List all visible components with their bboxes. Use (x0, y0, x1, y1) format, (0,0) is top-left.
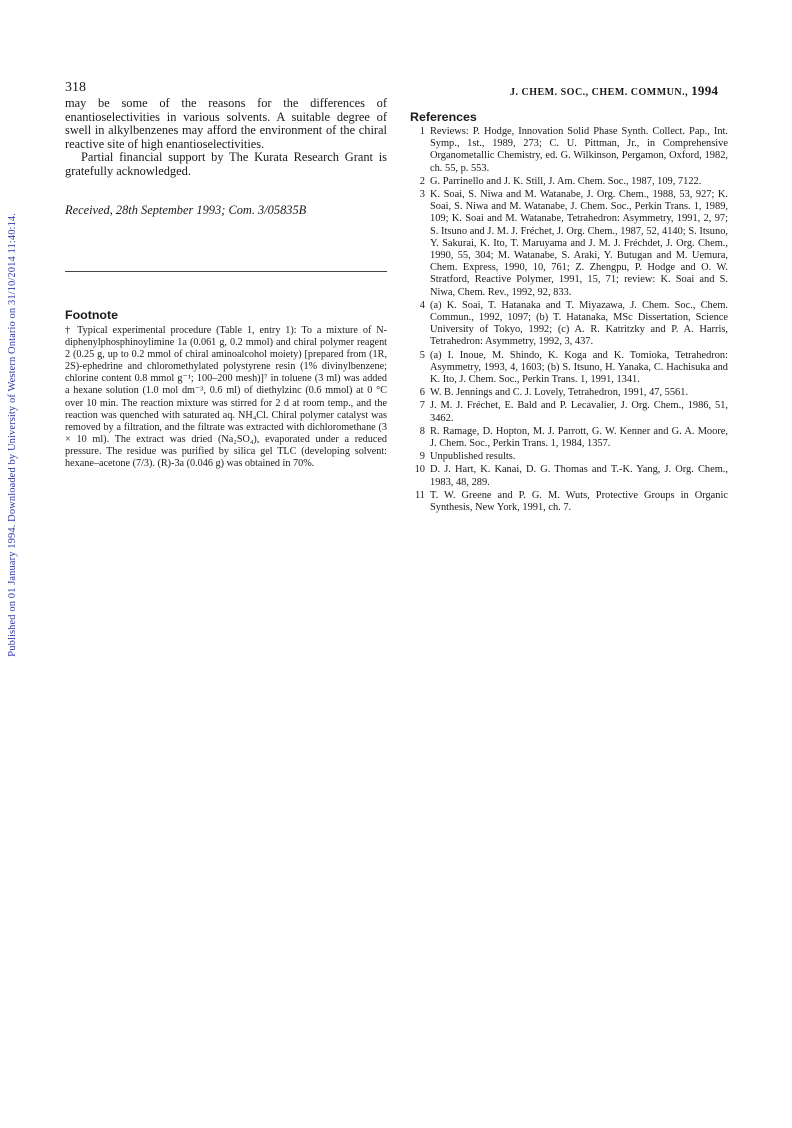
reference-item (410, 490, 728, 514)
body-paragraph-1: may be some of the reasons for the differences of enantioselectivities in various solvents. A suitable degree of swell in alkylbenzenes may afford the environment of the chiral reactive site of high enantioselectivities. (65, 96, 387, 151)
reference-number: 8 (419, 425, 425, 437)
reference-item (410, 189, 728, 299)
reference-number: 3 (419, 189, 425, 201)
reference-number: 5 (419, 349, 425, 361)
reference-text: G. Parrinello and J. K. Still, J. Am. Chem. Soc., 1987, 109, 7122. (430, 175, 702, 187)
footnote-section (65, 308, 387, 470)
download-watermark (4, 200, 20, 670)
footnote-heading: Footnote (65, 308, 118, 322)
reference-text: J. M. J. Fréchet, E. Bald and P. Lecavalier, J. Org. Chem., 1986, 51, 3462. (430, 400, 728, 424)
download-watermark-text[interactable]: Published on 01 January 1994. Downloaded by University of Western Ontario on 31/10/2014 11:40:14. (6, 213, 18, 657)
journal-name: J. CHEM. SOC., CHEM. COMMUN., (510, 87, 689, 98)
reference-number: 10 (414, 464, 425, 476)
communication-ref: Com. 3/05835B (228, 203, 307, 217)
reference-text: (a) K. Soai, T. Hatanaka and T. Miyazawa, J. Chem. Soc., Chem. Commun., 1992, 1097; (b) T. Hatanaka, MSc Dissertation, Science University of Tokyo, 1992; (c) A. R. Katritzky and P. A. Harris, Tetrahedron: Asymmetry, 1992, 3, 437. (430, 299, 728, 348)
reference-item (410, 400, 728, 424)
references-list (410, 126, 728, 515)
reference-item (410, 387, 728, 399)
reference-text: Unpublished results. (430, 451, 516, 463)
received-date: Received, 28th September 1993; (65, 203, 226, 217)
reference-number: 7 (419, 400, 425, 412)
reference-number: 9 (419, 451, 425, 463)
reference-text: (a) I. Inoue, M. Shindo, K. Koga and K. Tomioka, Tetrahedron: Asymmetry, 1993, 4, 1603; (b) S. Itsuno, H. Yanaka, C. Hachisuka and K. Ito, J. Chem. Soc., Perkin Trans. 1, 1991, 1341. (430, 349, 728, 386)
reference-item (410, 300, 728, 349)
reference-number: 6 (419, 387, 425, 399)
running-head (510, 83, 718, 99)
reference-item (410, 451, 728, 463)
reference-item (410, 176, 728, 188)
reference-text: R. Ramage, D. Hopton, M. J. Parrott, G. W. Kenner and G. A. Moore, J. Chem. Soc., Perkin Trans. 1, 1984, 1357. (430, 425, 728, 450)
column-divider (65, 271, 387, 272)
reference-number: 2 (419, 175, 425, 187)
references-heading: References (410, 110, 477, 124)
reference-item (410, 350, 728, 387)
reference-item (410, 426, 728, 450)
acknowledgement-paragraph: Partial financial support by The Kurata Research Grant is gratefully acknowledged. (65, 150, 387, 178)
received-line (65, 203, 387, 218)
reference-item (410, 464, 728, 488)
reference-text: W. B. Jennings and C. J. Lovely, Tetrahedron, 1991, 47, 5561. (430, 387, 689, 399)
footnote-text: † Typical experimental procedure (Table 1, entry 1): To a mixture of N-diphenylphosphinoylimine 1a (0.061 g, 0.2 mmol) and chiral polymer reagent 2 (0.25 g, up to 0.2 mmol of chiral aminoalcohol moiety) [prepared from (1R, 2S)-ephedrine and chloromethylated polystyrene resin (1% divinylbenzene; chlorine content 0.8 mmol g⁻¹; 100–200 mesh)]⁷ in toluene (3 ml) was added a hexane solution (1.0 mol dm⁻³, 0.6 ml) of diethylzinc (0.6 mmol) at 0 °C over 10 min. The reaction mixture was stirred for 2 d at room temp., and the reaction was quenched with saturated aq. NH₄Cl. Chiral polymer catalyst was removed by a filtration, and the filtrate was extracted with dichloromethane (3 × 10 ml). The extract was dried (Na₂SO₄), evaporated under a reduced pressure. The residue was purified by silica gel TLC (developing solvent: hexane–acetone (7/3). (R)-3a (0.046 g) was obtained in 70%. (65, 325, 387, 470)
reference-number: 4 (419, 299, 425, 311)
reference-text: D. J. Hart, K. Kanai, D. G. Thomas and T.-K. Yang, J. Org. Chem., 1983, 48, 289. (430, 464, 728, 488)
page-number: 318 (65, 80, 86, 95)
reference-text: T. W. Greene and P. G. M. Wuts, Protective Groups in Organic Synthesis, New York, 1991, ch. 7. (430, 489, 728, 514)
journal-year: 1994 (691, 83, 719, 98)
reference-text: Reviews: P. Hodge, Innovation Solid Phase Synth. Collect. Pap., Int. Symp., 1st., 1989, 273; C. U. Pittman, Jr., in Comprehensive Organometallic Chemistry, ed. G. Wilkinson, Pergamon, Oxford, 1982, ch. 55, p. 553. (430, 126, 728, 174)
reference-text: K. Soai, S. Niwa and M. Watanabe, J. Org. Chem., 1988, 53, 927; K. Soai, S. Niwa and M. Watanabe, J. Chem. Soc., Perkin Trans. 1, 1989, 109; K. Soai and M. Watanabe, Tetrahedron: Asymmetry, 1991, 2, 97; S. Itsuno and J. M. J. Fréchet, J. Org. Chem., 1987, 52, 4140; S. Itsuno, Y. Sakurai, K. Ito, T. Maruyama and J. M. J. Fréchdet, J. Org. Chem., 1990, 55, 304; M. Watanabe, S. Araki, Y. Butugan and M. Uemura, Chem. Express, 1990, 10, 761; Z. Zhengpu, P. Hodge and O. W. Stratford, Reactive Polymer, 1991, 15, 71; review: K. Soai and S. Niwa, Chem. Rev., 1992, 92, 833. (430, 189, 728, 298)
reference-number: 1 (419, 126, 425, 137)
reference-item (410, 126, 728, 175)
left-column (65, 97, 387, 218)
reference-number: 11 (414, 489, 425, 501)
